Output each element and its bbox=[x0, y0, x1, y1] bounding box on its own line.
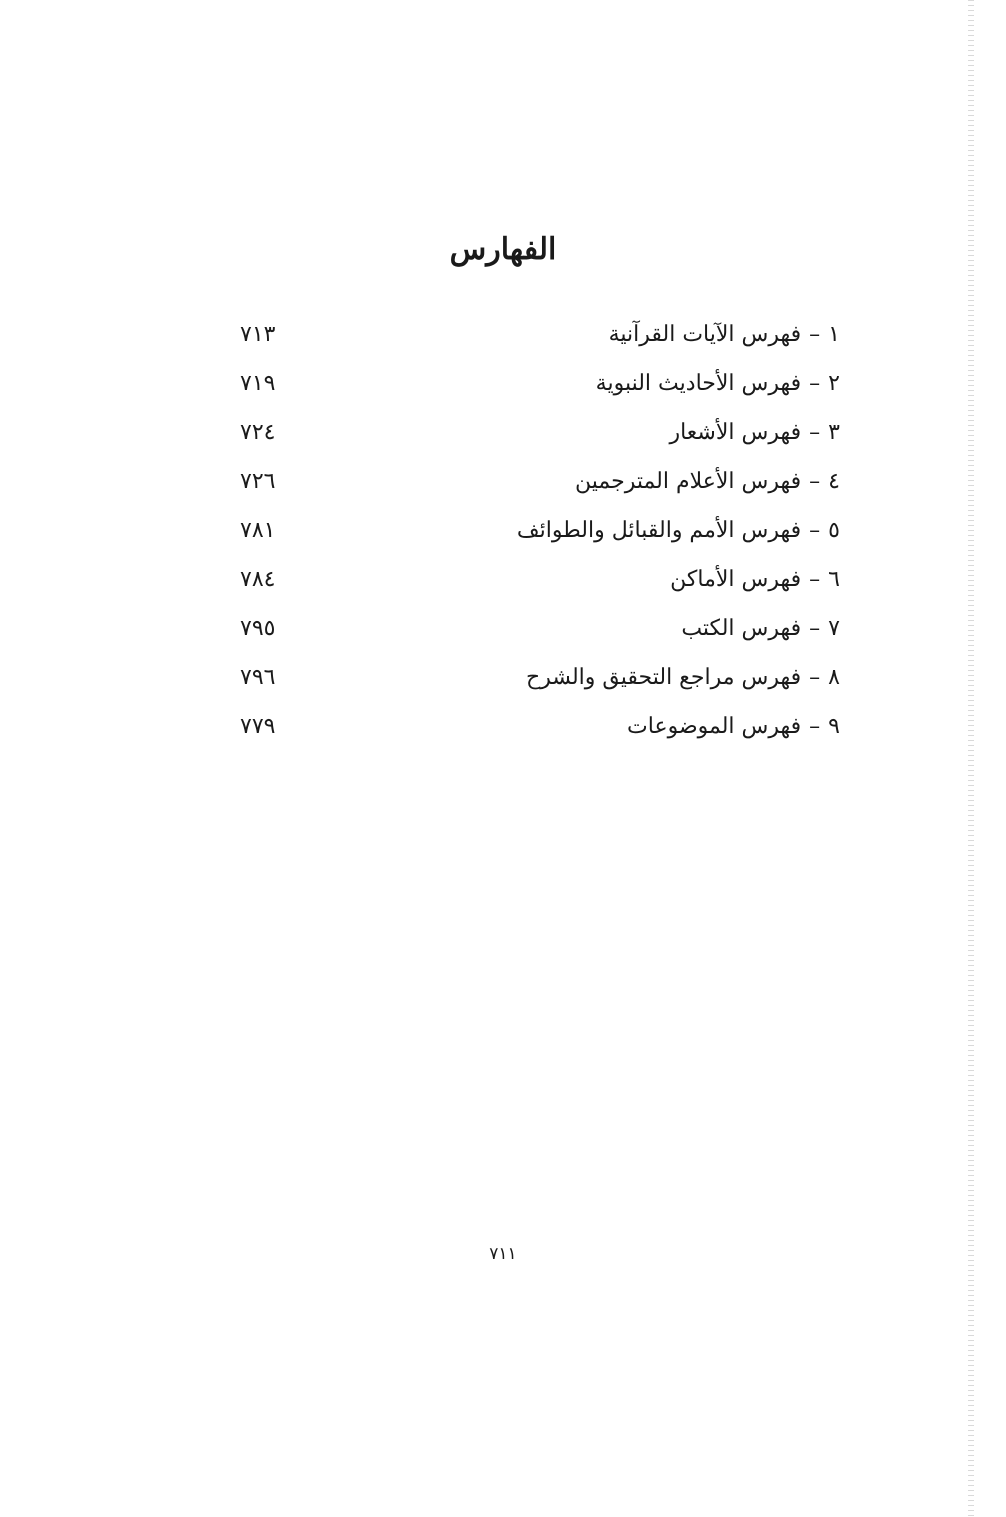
toc-entry-label bbox=[596, 371, 840, 396]
toc-entry-dash: – bbox=[809, 518, 821, 543]
toc-entry-title: فهرس الأمم والقبائل والطوائف bbox=[516, 518, 802, 543]
toc-entry-dash: – bbox=[809, 371, 821, 396]
toc-entry-dash: – bbox=[809, 567, 821, 592]
toc-entry-number: ٢ bbox=[828, 371, 840, 396]
table-of-contents bbox=[240, 322, 840, 763]
toc-entry-page: ٧٢٤ bbox=[240, 420, 276, 445]
toc-entry-number: ٣ bbox=[828, 420, 840, 445]
toc-entry bbox=[240, 420, 840, 469]
toc-entry bbox=[240, 616, 840, 665]
toc-entry-page: ٧٧٩ bbox=[240, 714, 276, 739]
toc-entry bbox=[240, 567, 840, 616]
toc-entry bbox=[240, 714, 840, 763]
toc-entry-dash: – bbox=[809, 322, 821, 347]
toc-entry-title: فهرس الأشعار bbox=[669, 420, 802, 445]
toc-entry-dash: – bbox=[809, 665, 821, 690]
toc-entry-title: فهرس الموضوعات bbox=[627, 714, 802, 739]
toc-entry-number: ٨ bbox=[828, 665, 840, 690]
toc-entry-label bbox=[526, 665, 840, 690]
toc-entry-dash: – bbox=[809, 714, 821, 739]
toc-entry bbox=[240, 665, 840, 714]
toc-entry bbox=[240, 322, 840, 371]
toc-entry-page: ٧٩٦ bbox=[240, 665, 276, 690]
toc-entry-page: ٧٨١ bbox=[240, 518, 276, 543]
toc-entry-title: فهرس الآيات القرآنية bbox=[608, 322, 802, 347]
toc-entry-page: ٧٢٦ bbox=[240, 469, 276, 494]
toc-entry-title: فهرس الأعلام المترجمين bbox=[574, 469, 802, 494]
toc-entry bbox=[240, 371, 840, 420]
toc-entry-page: ٧١٩ bbox=[240, 371, 276, 396]
toc-entry-number: ٤ bbox=[828, 469, 840, 494]
toc-entry-dash: – bbox=[809, 420, 821, 445]
toc-entry bbox=[240, 518, 840, 567]
toc-entry-page: ٧٩٥ bbox=[240, 616, 276, 641]
toc-entry-number: ١ bbox=[828, 322, 840, 347]
toc-entry-page: ٧١٣ bbox=[240, 322, 276, 347]
toc-entry-label bbox=[609, 322, 840, 347]
page-number: ٧١١ bbox=[489, 1244, 517, 1264]
toc-entry-label bbox=[681, 616, 840, 641]
toc-entry-label bbox=[517, 518, 840, 543]
toc-entry-label bbox=[669, 420, 840, 445]
toc-entry-number: ٧ bbox=[828, 616, 840, 641]
toc-entry-title: فهرس الكتب bbox=[681, 616, 802, 641]
toc-entry-number: ٥ bbox=[828, 518, 840, 543]
toc-entry-page: ٧٨٤ bbox=[240, 567, 276, 592]
toc-entry bbox=[240, 469, 840, 518]
page-title: الفهارس bbox=[449, 232, 557, 267]
toc-entry-title: فهرس مراجع التحقيق والشرح bbox=[526, 665, 802, 690]
toc-entry-label bbox=[575, 469, 840, 494]
toc-entry-number: ٩ bbox=[828, 714, 840, 739]
toc-entry-title: فهرس الأحاديث النبوية bbox=[595, 371, 802, 396]
scan-edge-artifact bbox=[968, 0, 974, 1517]
toc-entry-number: ٦ bbox=[828, 567, 840, 592]
toc-entry-dash: – bbox=[809, 616, 821, 641]
toc-entry-label bbox=[670, 567, 840, 592]
toc-entry-title: فهرس الأماكن bbox=[670, 567, 802, 592]
toc-entry-label bbox=[627, 714, 840, 739]
toc-entry-dash: – bbox=[809, 469, 821, 494]
